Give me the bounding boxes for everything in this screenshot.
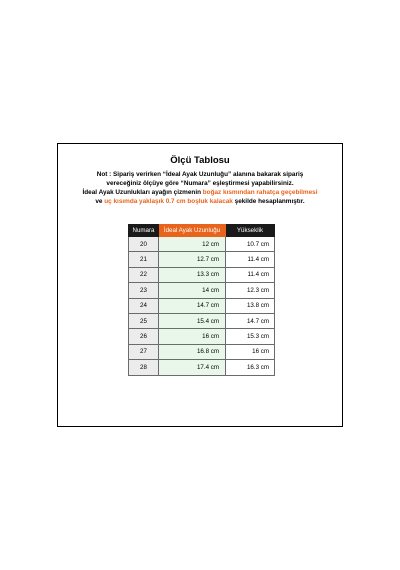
table-row bbox=[129, 344, 275, 359]
cell-number: 25 bbox=[129, 313, 159, 328]
table-row bbox=[129, 267, 275, 282]
cell-height: 15.3 cm bbox=[226, 329, 275, 344]
cell-number: 28 bbox=[129, 360, 159, 375]
cell-length: 12.7 cm bbox=[159, 252, 226, 267]
note-line-4 bbox=[66, 197, 334, 206]
table-row bbox=[129, 298, 275, 313]
cell-length: 13.3 cm bbox=[159, 267, 226, 282]
cell-number: 24 bbox=[129, 298, 159, 313]
cell-height: 11.4 cm bbox=[226, 252, 275, 267]
page-title: Ölçü Tablosu bbox=[170, 155, 230, 166]
size-note bbox=[66, 170, 334, 206]
header-length: İdeal Ayak Uzunluğu bbox=[159, 225, 226, 237]
table-row bbox=[129, 237, 275, 252]
cell-length: 17.4 cm bbox=[159, 360, 226, 375]
table-header-row bbox=[129, 225, 275, 237]
cell-number: 26 bbox=[129, 329, 159, 344]
cell-length: 16 cm bbox=[159, 329, 226, 344]
note-line-4-prefix: ve bbox=[95, 198, 105, 205]
cell-height: 16 cm bbox=[226, 344, 275, 359]
cell-length: 14 cm bbox=[159, 283, 226, 298]
cell-length: 15.4 cm bbox=[159, 313, 226, 328]
size-chart-card bbox=[57, 143, 343, 427]
cell-height: 10.7 cm bbox=[226, 237, 275, 252]
header-height: Yükseklik bbox=[226, 225, 275, 237]
cell-length: 16.8 cm bbox=[159, 344, 226, 359]
table-row bbox=[129, 360, 275, 375]
cell-number: 22 bbox=[129, 267, 159, 282]
cell-number: 27 bbox=[129, 344, 159, 359]
table-row bbox=[129, 283, 275, 298]
cell-height: 16.3 cm bbox=[226, 360, 275, 375]
cell-height: 14.7 cm bbox=[226, 313, 275, 328]
size-table bbox=[128, 224, 275, 376]
note-line-2: vereceğiniz ölçüye göre “Numara” eşleştirmesi yapabilirsiniz. bbox=[106, 180, 294, 187]
note-line-4-highlight: uç kısımda yaklaşık 0.7 cm boşluk kalacak bbox=[104, 198, 233, 205]
cell-number: 21 bbox=[129, 252, 159, 267]
note-line-1: Not : Sipariş verirken “İdeal Ayak Uzunluğu” alanına bakarak sipariş bbox=[96, 171, 304, 178]
table-row bbox=[129, 252, 275, 267]
note-line-3-prefix: İdeal Ayak Uzunlukları ayağın çizmenin bbox=[82, 189, 203, 196]
table-row bbox=[129, 329, 275, 344]
cell-height: 12.3 cm bbox=[226, 283, 275, 298]
note-line-4-suffix: şekilde hesaplanmıştır. bbox=[232, 198, 305, 205]
cell-height: 11.4 cm bbox=[226, 267, 275, 282]
cell-number: 23 bbox=[129, 283, 159, 298]
cell-length: 14.7 cm bbox=[159, 298, 226, 313]
header-number: Numara bbox=[129, 225, 159, 237]
cell-height: 13.8 cm bbox=[226, 298, 275, 313]
note-line-3-highlight: boğaz kısmından rahatça geçebilmesi bbox=[202, 189, 318, 196]
note-line-3 bbox=[66, 188, 334, 197]
table-row bbox=[129, 313, 275, 328]
cell-length: 12 cm bbox=[159, 237, 226, 252]
cell-number: 20 bbox=[129, 237, 159, 252]
